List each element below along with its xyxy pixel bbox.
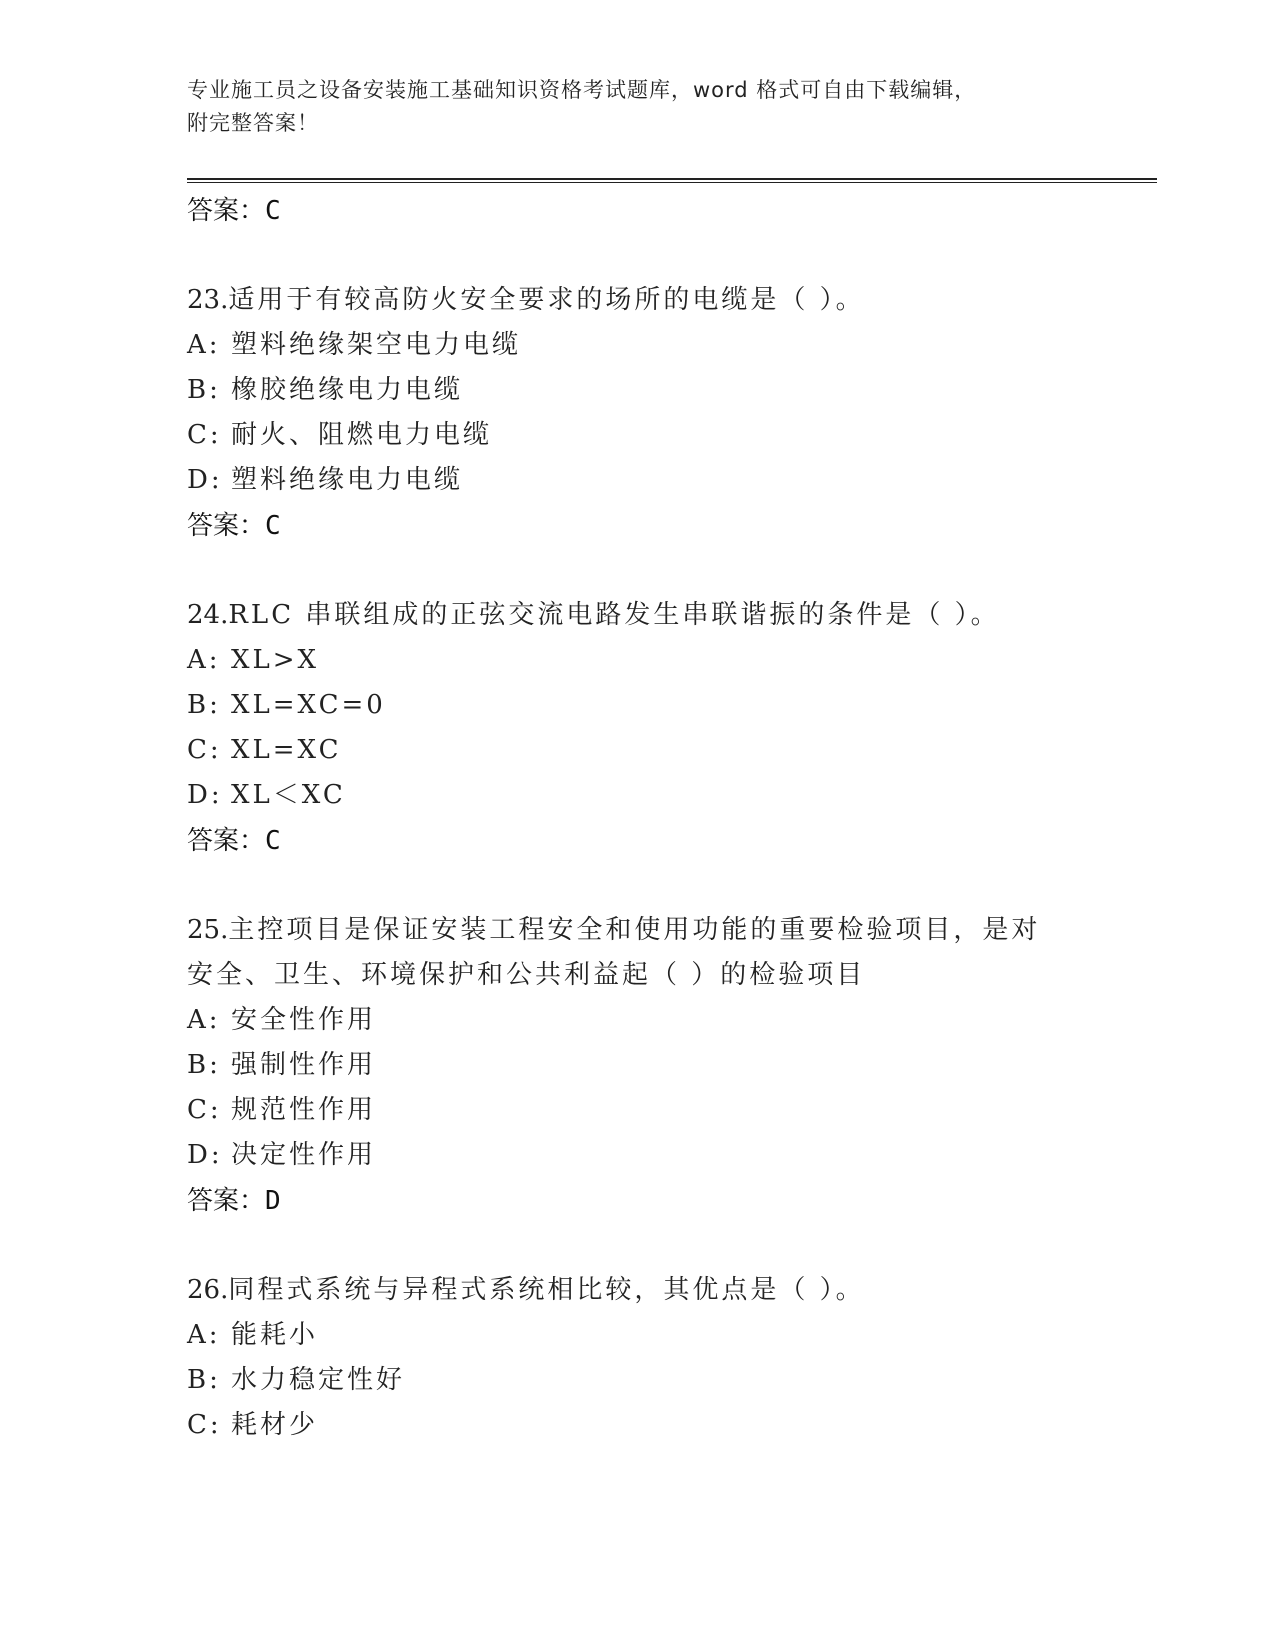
option-d xyxy=(187,773,1157,818)
option-text: 决定性作用 xyxy=(231,1140,377,1170)
option-c xyxy=(187,1088,1157,1133)
option-a xyxy=(187,323,1157,368)
option-c xyxy=(187,413,1157,458)
answer-value: C xyxy=(265,826,281,856)
answer-value: C xyxy=(265,511,281,541)
option-letter: D: xyxy=(187,465,223,495)
option-text: XL＜XC xyxy=(231,780,346,810)
option-letter: D: xyxy=(187,780,223,810)
option-text: 耐火、阻燃电力电缆 xyxy=(231,420,493,450)
question-stem: 适用于有较高防火安全要求的场所的电缆是（ ）。 xyxy=(228,285,865,315)
question-stem: 主控项目是保证安装工程安全和使用功能的重要检验项目，是对安全、卫生、环境保护和公共利益起（ ）的检验项目 xyxy=(187,915,1041,990)
option-letter: B: xyxy=(187,1365,221,1395)
option-a xyxy=(187,1313,1157,1358)
option-letter: D: xyxy=(187,1140,223,1170)
option-text: XL>X xyxy=(231,645,320,675)
question-text xyxy=(187,1268,1157,1313)
option-letter: C: xyxy=(187,1410,222,1440)
option-text: XL=XC xyxy=(231,735,342,765)
answer-value: C xyxy=(265,196,281,226)
option-letter: C: xyxy=(187,735,222,765)
option-b xyxy=(187,1358,1157,1403)
question-block xyxy=(187,908,1157,1224)
option-text: 能耗小 xyxy=(231,1320,319,1350)
option-d xyxy=(187,1133,1157,1178)
option-text: 水力稳定性好 xyxy=(231,1365,406,1395)
question-text xyxy=(187,278,1157,323)
answer-line xyxy=(187,503,1157,549)
question-number: 24. xyxy=(187,600,229,630)
answer-line xyxy=(187,818,1157,864)
option-b xyxy=(187,683,1157,728)
question-number: 26. xyxy=(187,1275,229,1305)
option-c xyxy=(187,728,1157,773)
question-text xyxy=(187,908,1047,998)
option-b xyxy=(187,368,1157,413)
question-block xyxy=(187,278,1157,549)
option-text: 橡胶绝缘电力电缆 xyxy=(231,375,464,405)
option-letter: A: xyxy=(187,645,221,675)
question-number: 25. xyxy=(187,915,229,945)
question-block xyxy=(187,1268,1157,1448)
answer-label: 答案： xyxy=(187,826,266,856)
question-stem: 同程式系统与异程式系统相比较，其优点是（ ）。 xyxy=(228,1275,865,1305)
option-letter: B: xyxy=(187,375,221,405)
option-letter: A: xyxy=(187,330,221,360)
option-letter: A: xyxy=(187,1005,221,1035)
option-text: 塑料绝缘电力电缆 xyxy=(231,465,464,495)
option-text: 耗材少 xyxy=(231,1410,319,1440)
answer-line xyxy=(187,1178,1157,1224)
question-text xyxy=(187,593,1157,638)
option-b xyxy=(187,1043,1157,1088)
question-stem: RLC 串联组成的正弦交流电路发生串联谐振的条件是（ ）。 xyxy=(228,600,1000,630)
answer-label: 答案： xyxy=(187,1186,266,1216)
option-a xyxy=(187,998,1157,1043)
answer-value: D xyxy=(265,1186,281,1216)
option-letter: C: xyxy=(187,420,222,450)
option-letter: B: xyxy=(187,690,221,720)
option-d xyxy=(187,458,1157,503)
option-a xyxy=(187,638,1157,683)
question-block xyxy=(187,593,1157,864)
answer-label: 答案： xyxy=(187,511,266,541)
answer-line xyxy=(187,188,1157,234)
header-line-1: 专业施工员之设备安装施工基础知识资格考试题库，word 格式可自由下载编辑， xyxy=(187,78,977,102)
option-letter: A: xyxy=(187,1320,221,1350)
option-letter: B: xyxy=(187,1050,221,1080)
option-text: 强制性作用 xyxy=(231,1050,377,1080)
option-text: 安全性作用 xyxy=(231,1005,377,1035)
answer-label: 答案： xyxy=(187,196,266,226)
option-letter: C: xyxy=(187,1095,222,1125)
option-text: 规范性作用 xyxy=(231,1095,377,1125)
option-text: XL=XC=0 xyxy=(231,690,386,720)
question-number: 23. xyxy=(187,285,229,315)
option-text: 塑料绝缘架空电力电缆 xyxy=(231,330,522,360)
header-divider xyxy=(187,178,1157,183)
header-line-2: 附完整答案！ xyxy=(187,111,319,135)
question-list xyxy=(187,188,1157,1448)
option-c xyxy=(187,1403,1157,1448)
document-header xyxy=(187,74,1067,140)
